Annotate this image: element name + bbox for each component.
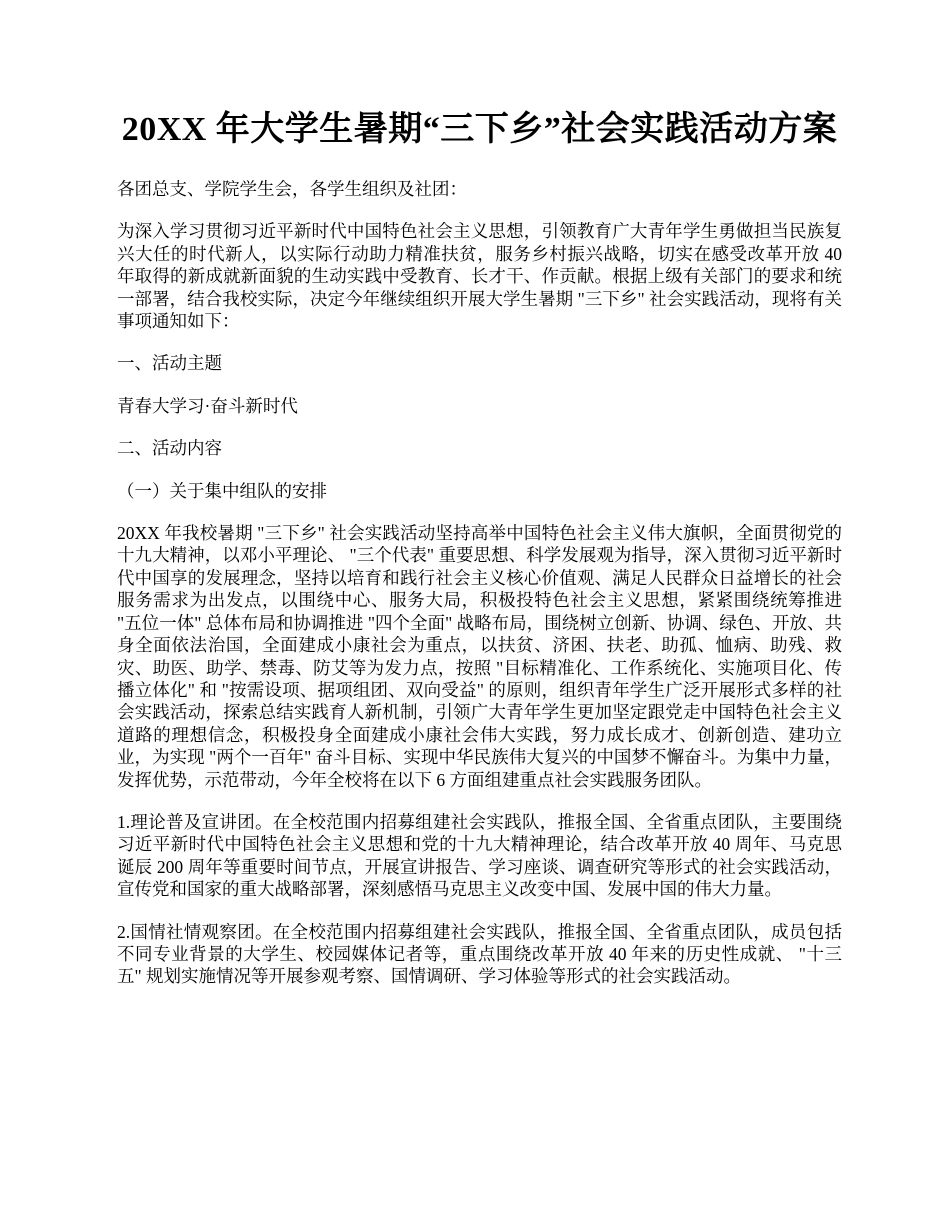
paragraph-item-2-national-conditions-observation-team: 2.国情社情观察团。在全校范围内招募组建社会实践队，推报全国、全省重点团队，成员包括不同专业背景的大学生、校园媒体记者等，重点围绕改革开放 40 年来的历史性成就、 "十三五" 规划实施情况等开展参观考察、国情调研、学习体验等形式的社会实践活动。 bbox=[117, 921, 842, 987]
paragraph-theme-text: 青春大学习·奋斗新时代 bbox=[117, 395, 298, 416]
section-heading-activity-theme: 一、活动主题 bbox=[117, 353, 222, 374]
section-heading-activity-content: 二、活动内容 bbox=[117, 438, 222, 459]
paragraph-intro: 为深入学习贯彻习近平新时代中国特色社会主义思想，引领教育广大青年学生勇做担当民族复兴大任的时代新人，以实际行动助力精准扶贫，服务乡村振兴战略，切实在感受改革开放 40 年取得的新成就新面貌的生动实践中受教育、长才干、作贡献。根据上级有关部门的要求和统一部署，结合我校实际，决定今年继续组织开展大学生暑期 "三下乡" 社会实践活动，现将有关事项通知如下： bbox=[117, 221, 842, 332]
paragraph-guiding-principles: 20XX 年我校暑期 "三下乡" 社会实践活动坚持高举中国特色社会主义伟大旗帜，全面贯彻党的十九大精神，以邓小平理论、 "三个代表" 重要思想、科学发展观为指导，深入贯彻习近平新时代中国享的发展理念，坚持以培育和践行社会主义核心价值观、满足人民群众日益增长的社会服务需求为出发点，以围绕中心、服务大局，积极投特色社会主义思想，紧紧围绕统筹推进 "五位一体" 总体布局和协调推进 "四个全面" 战略布局，围绕树立创新、协调、绿色、开放、共身全面依法治国，全面建成小康社会为重点，以扶贫、济困、扶老、助孤、恤病、助残、救灾、助医、助学、禁毒、防艾等为发力点，按照 "目标精准化、工作系统化、实施项目化、传播立体化" 和 "按需设项、据项组团、双向受益" 的原则，组织青年学生广泛开展形式多样的社会实践活动，探索总结实践育人新机制，引领广大青年学生更加坚定跟党走中国特色社会主义道路的理想信念，积极投身全面建成小康社会伟大实践，努力成长成才、创新创造、建功立业，为实现 "两个一百年" 奋斗目标、实现中华民族伟大复兴的中国梦不懈奋斗。为集中力量，发挥优势，示范带动，今年全校将在以下 6 方面组建重点社会实践服务团队。 bbox=[117, 523, 842, 790]
subsection-heading-team-arrangement: （一）关于集中组队的安排 bbox=[117, 480, 327, 501]
document-title: 20XX 年大学生暑期“三下乡”社会实践活动方案 bbox=[121, 111, 838, 148]
paragraph-item-1-theory-preaching-team: 1.理论普及宣讲团。在全校范围内招募组建社会实践队，推报全国、全省重点团队，主要围绕习近平新时代中国特色社会主义思想和党的十九大精神理论，结合改革开放 40 周年、马克思诞辰 200 周年等重要时间节点，开展宣讲报告、学习座谈、调查研究等形式的社会实践活动，宣传党和国家的重大战略部署，深刻感悟马克思主义改变中国、发展中国的伟大力量。 bbox=[117, 811, 842, 900]
paragraph-salutation: 各团总支、学院学生会，各学生组织及社团： bbox=[117, 179, 467, 199]
